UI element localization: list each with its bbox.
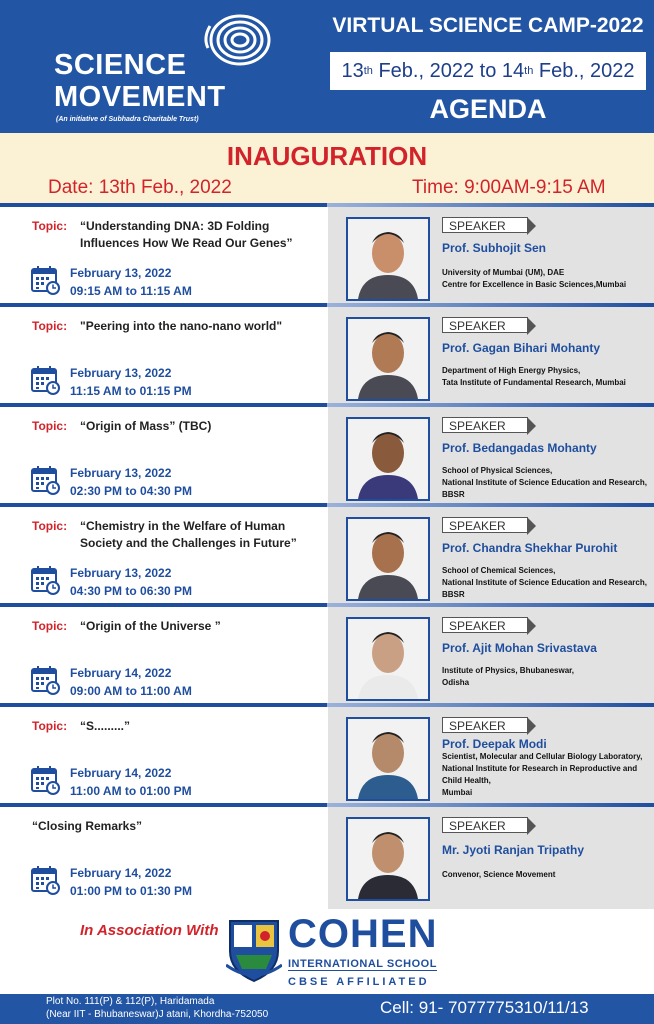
affiliation-line: School of Physical Sciences, — [442, 466, 553, 475]
speaker-tag: SPEAKER — [442, 517, 528, 533]
logo-text-movement: MOVEMENT — [54, 81, 226, 113]
camp-date-range — [330, 52, 646, 90]
speaker-tag: SPEAKER — [442, 617, 528, 633]
speaker-panel — [328, 707, 654, 803]
address — [46, 995, 268, 1021]
date-start-suffix: th — [363, 65, 373, 77]
topic-title: “Understanding DNA: 3D Folding Influences How We Read Our Genes” — [80, 219, 293, 250]
speaker-portrait-icon — [348, 719, 428, 799]
affiliation-line: National Institute for Research in Reproductive and Child Health, — [442, 764, 638, 785]
speaker-panel — [328, 307, 654, 403]
topic-label: Topic: — [32, 219, 68, 233]
speaker-panel — [328, 207, 654, 303]
session-datetime — [70, 464, 192, 500]
address-line1: Plot No. 111(P) & 112(P), Haridamada — [46, 996, 215, 1007]
topic-title: “Closing Remarks” — [32, 819, 143, 833]
session-details — [0, 707, 328, 803]
speaker-photo — [346, 317, 430, 401]
header-banner — [0, 0, 654, 133]
speaker-panel — [328, 507, 654, 603]
speaker-affiliation — [442, 465, 652, 501]
session-details — [0, 407, 328, 503]
calendar-clock-icon — [31, 465, 61, 495]
cell-number: Cell: 91- 7077775310/11/13 — [380, 998, 589, 1017]
speaker-tag: SPEAKER — [442, 417, 528, 433]
affiliation-line: Department of High Energy Physics, — [442, 366, 581, 375]
agenda-heading: AGENDA — [429, 94, 547, 124]
school-crest-icon — [226, 915, 282, 983]
session-date: February 14, 2022 — [70, 866, 172, 880]
speaker-portrait-icon — [348, 819, 428, 899]
session-time: 11:00 AM to 01:00 PM — [70, 784, 192, 798]
school-subtitle: INTERNATIONAL SCHOOL — [288, 958, 437, 970]
session-details — [0, 207, 328, 303]
calendar-clock-icon — [31, 865, 61, 895]
session-time: 04:30 PM to 06:30 PM — [70, 584, 193, 598]
topic-label: Topic: — [32, 519, 68, 533]
calendar-clock-icon — [31, 365, 61, 395]
speaker-name: Mr. Jyoti Ranjan Tripathy — [442, 843, 585, 857]
speaker-tag: SPEAKER — [442, 317, 528, 333]
affiliation-line: University of Mumbai (UM), DAE — [442, 268, 565, 277]
session-details — [0, 307, 328, 403]
speaker-portrait-icon — [348, 319, 428, 399]
calendar-clock-icon — [31, 665, 61, 695]
speaker-name: Prof. Chandra Shekhar Purohit — [442, 541, 618, 555]
speaker-portrait-icon — [348, 219, 428, 299]
speaker-affiliation — [442, 869, 652, 881]
affiliation-line: Tata Institute of Fundamental Research, Mumbai — [442, 378, 626, 387]
session-datetime — [70, 864, 192, 900]
calendar-clock-icon — [31, 765, 61, 795]
inauguration-title: INAUGURATION — [226, 141, 428, 171]
logo-subtitle: (An initiative of Subhadra Charitable Trust) — [56, 116, 199, 123]
affiliation-line: Convenor, Science Movement — [442, 870, 556, 879]
calendar-clock-icon — [31, 565, 61, 595]
topic-label: Topic: — [32, 719, 68, 733]
cbse-affiliation: CBSE AFFILIATED — [288, 976, 430, 988]
session-details — [0, 807, 328, 909]
affiliation-line: Odisha — [442, 678, 470, 687]
speaker-panel — [328, 807, 654, 909]
date-start-rest: Feb., 2022 to — [372, 59, 502, 82]
speaker-affiliation — [442, 267, 652, 291]
session-datetime — [70, 364, 192, 400]
date-start-day: 13 — [341, 59, 364, 82]
session-row — [0, 707, 654, 803]
date-end-day: 14 — [501, 59, 525, 82]
speaker-portrait-icon — [348, 419, 428, 499]
session-datetime — [70, 564, 192, 600]
speaker-affiliation — [442, 565, 652, 601]
session-row — [0, 407, 654, 503]
school-name: COHEN — [288, 912, 438, 956]
camp-title: VIRTUAL SCIENCE CAMP-2022 — [332, 14, 644, 37]
speaker-affiliation — [442, 751, 652, 799]
session-details — [0, 507, 328, 603]
fingerprint-logo-icon — [198, 8, 278, 78]
date-end-rest: Feb., 2022 — [533, 59, 635, 82]
logo-text-science: SCIENCE — [54, 49, 187, 81]
speaker-panel — [328, 407, 654, 503]
session-datetime — [70, 764, 192, 800]
topic-label: Topic: — [32, 319, 68, 333]
session-date: February 13, 2022 — [70, 366, 172, 380]
session-date: February 13, 2022 — [70, 266, 172, 280]
inauguration-time: Time: 9:00AM-9:15 AM — [412, 177, 606, 198]
bottom-contact-bar — [0, 994, 654, 1024]
speaker-portrait-icon — [348, 619, 428, 699]
inauguration-date: Date: 13th Feb., 2022 — [48, 177, 232, 198]
speaker-tag: SPEAKER — [442, 717, 528, 733]
speaker-panel — [328, 607, 654, 703]
affiliation-line: National Institute of Science Education and Research, BBSR — [442, 578, 647, 599]
session-time: 01:00 PM to 01:30 PM — [70, 884, 193, 898]
speaker-photo — [346, 717, 430, 801]
affiliation-line: School of Chemical Sciences, — [442, 566, 556, 575]
affiliation-line: National Institute of Science Education and Research, BBSR — [442, 478, 647, 499]
session-row — [0, 307, 654, 403]
session-date: February 14, 2022 — [70, 766, 172, 780]
speaker-photo — [346, 217, 430, 301]
speaker-photo — [346, 517, 430, 601]
topic-title: “Origin of Mass” (TBC) — [80, 419, 212, 433]
topic-title: “Chemistry in the Welfare of Human Society and the Challenges in Future” — [80, 519, 297, 550]
session-time: 09:00 AM to 11:00 AM — [70, 684, 192, 698]
session-date: February 13, 2022 — [70, 466, 172, 480]
speaker-photo — [346, 617, 430, 701]
speaker-photo — [346, 417, 430, 501]
speaker-affiliation — [442, 365, 652, 389]
session-row — [0, 207, 654, 303]
session-row — [0, 807, 654, 909]
session-time: 02:30 PM to 04:30 PM — [70, 484, 193, 498]
topic-label: Topic: — [32, 419, 68, 433]
calendar-clock-icon — [31, 265, 61, 295]
speaker-name: Prof. Ajit Mohan Srivastava — [442, 641, 597, 655]
speaker-name: Prof. Gagan Bihari Mohanty — [442, 341, 601, 355]
session-datetime — [70, 264, 192, 300]
speaker-affiliation — [442, 665, 652, 689]
affiliation-line: Centre for Excellence in Basic Sciences,Mumbai — [442, 280, 627, 289]
session-time: 11:15 AM to 01:15 PM — [70, 384, 192, 398]
topic-title: “S.........” — [80, 719, 131, 733]
topic-label: Topic: — [32, 619, 68, 633]
speaker-name: Prof. Bedangadas Mohanty — [442, 441, 597, 455]
affiliation-line: Scientist, Molecular and Cellular Biology Laboratory, — [442, 752, 643, 761]
session-date: February 14, 2022 — [70, 666, 172, 680]
speaker-name: Prof. Subhojit Sen — [442, 241, 546, 255]
session-details — [0, 607, 328, 703]
affiliation-line: Institute of Physics, Bhubaneswar, — [442, 666, 575, 675]
association-label: In Association With — [80, 922, 219, 939]
session-datetime — [70, 664, 192, 700]
speaker-portrait-icon — [348, 519, 428, 599]
session-time: 09:15 AM to 11:15 AM — [70, 284, 192, 298]
inauguration-panel — [0, 133, 654, 205]
session-row — [0, 607, 654, 703]
session-date: February 13, 2022 — [70, 566, 172, 580]
topic-title: “Origin of the Universe ” — [80, 619, 221, 633]
speaker-photo — [346, 817, 430, 901]
speaker-name: Prof. Deepak Modi — [442, 737, 547, 751]
topic-title: "Peering into the nano-nano world" — [80, 319, 283, 333]
session-row — [0, 507, 654, 603]
affiliation-line: Mumbai — [442, 788, 473, 797]
date-end-suffix: th — [524, 65, 534, 77]
address-line2: (Near IIT - Bhubaneswar)J atani, Khordha-752050 — [46, 1009, 269, 1020]
speaker-tag: SPEAKER — [442, 217, 528, 233]
speaker-tag: SPEAKER — [442, 817, 528, 833]
